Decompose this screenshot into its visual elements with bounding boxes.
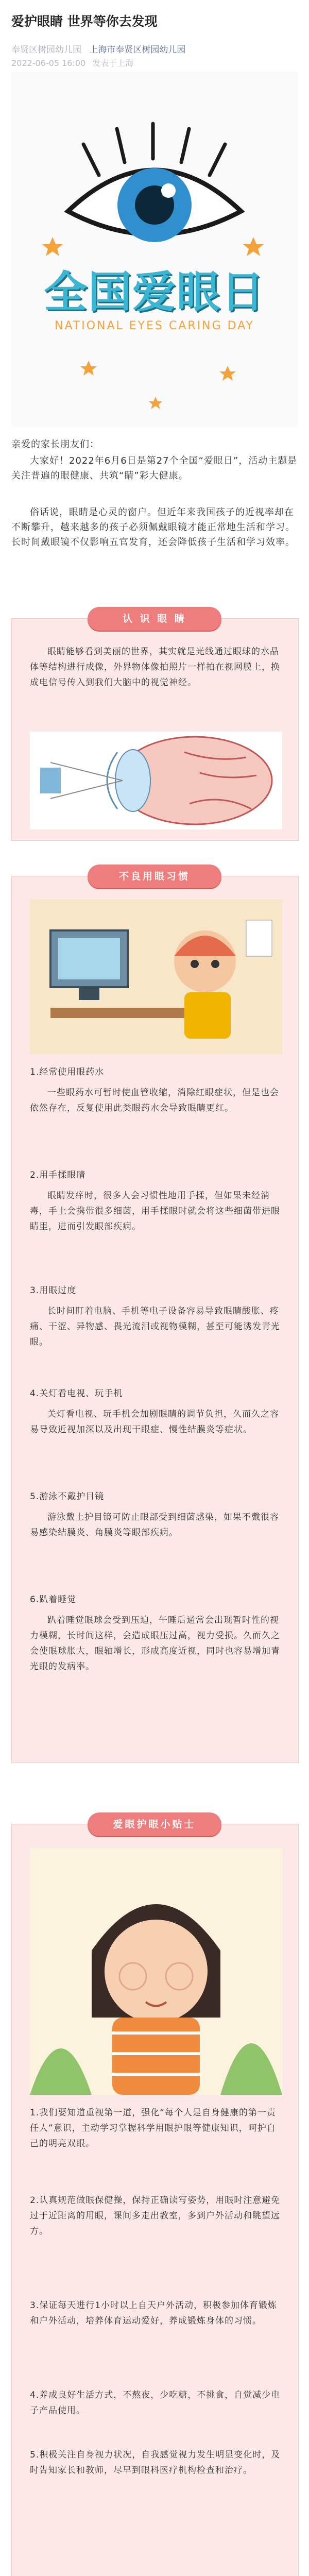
article-date: 2022-06-05 16:00 <box>11 58 86 68</box>
article-location: 发表于上海 <box>92 58 134 68</box>
banner-title: 全国爱眼日 <box>43 267 265 317</box>
child-rubbing-eyes-illustration <box>30 1848 282 2095</box>
bad-habit-2-title: 2.用手揉眼睛 <box>30 1170 86 1180</box>
bad-habit-4-body: 关灯看电视、玩手机会加剧眼睛的调节负担，久而久之容易导致近视加深以及出现干眼症、慢性结膜炎等症状。 <box>30 1409 279 1435</box>
tip-1: 1.我们要知道重视第一道，强化“每个人是自身健康的第一责任人”意识，主动学习掌握科学用眼护眼等健康知识，呵护自己的明亮双眼。 <box>30 2108 277 2149</box>
section-know-eyes-heading: 认 识 眼 睛 <box>88 607 221 631</box>
bad-habit-2-body: 眼睛发痒时，很多人会习惯性地用手揉，但如果未经消毒，手上会携带很多细菌，用手揉眼时就会将这些细菌带进眼睛里，进而引发眼部疾病。 <box>30 1191 280 1232</box>
section-know-eyes-text: 眼睛能够看到美丽的世界，其实就是光线通过眼球的水晶体等结构进行成像，外界物体像拍照片一样拍在视网膜上，换成电信号传入到我们大脑中的视觉神经。 <box>30 647 280 688</box>
bad-habit-6-title: 6.趴着睡觉 <box>30 1595 77 1605</box>
section-bad-habits-heading: 不良用眼习惯 <box>88 865 221 888</box>
article-date-row <box>11 57 138 69</box>
bad-habit-3-body: 长时间盯着电脑、手机等电子设备容易导致眼睛酸胀、疼痛、干涩、异物感、畏光流泪或视物模糊，甚至可能诱发青光眼。 <box>30 1306 280 1347</box>
eye-illustration <box>11 72 298 428</box>
bad-habit-6-body: 趴着睡觉眼球会受到压迫，午睡后通常会出现暂时性的视力模糊，长时间这样，会造成眼压过高，视力受损。久而久之会使眼球胀大，眼轴增长，形成高度近视，同时也容易增加青光眼的发病率。 <box>30 1615 280 1672</box>
banner-image <box>11 72 298 428</box>
intro-greeting: 亲爱的家长朋友们： <box>11 439 99 450</box>
eye-anatomy-diagram <box>30 732 282 829</box>
intro-paragraph-2: 俗话说，眼睛是心灵的窗户。但近年来我国孩子的近视率却在不断攀升，越来越多的孩子必须佩戴眼镜才能正常地生活和学习。长时间戴眼镜不仅影响五官发育，还会降低孩子生活和学习效率。 <box>11 507 295 548</box>
tip-4: 4.养成良好生活方式，不熬夜，少吃糖，不挑食，自觉减少电子产品使用。 <box>30 2390 281 2416</box>
tip-2: 2.认真规范做眼保健操，保持正确读写姿势，用眼时注意避免过于近距离的用眼，课间多走出教室，多到户外活动和眺望远方。 <box>30 2195 281 2236</box>
child-computer-illustration <box>30 900 282 1054</box>
account-link[interactable]: 上海市奉贤区树园幼儿园 <box>89 45 186 55</box>
bad-habit-5-title: 5.游泳不戴护目镜 <box>30 1492 105 1502</box>
intro-paragraph-1: 大家好！2022年6月6日是第27个全国“爱眼日”，活动主题是关注普遍的眼健康、共筑“睛”彩大健康。 <box>11 455 298 481</box>
bad-habit-4-title: 4.关灯看电视、玩手机 <box>30 1388 123 1399</box>
tip-3: 3.保证每天进行1小时以上自天户外活动，积极参加体育锻炼和户外活动，培养体育运动爱好，养成锻炼身体的习惯。 <box>30 2300 278 2326</box>
bad-habit-1-body: 一些眼药水可暂时使血管收缩，消除红眼症状，但是也会依然存在，反复使用此类眼药水会导致眼睛更红。 <box>30 1088 279 1113</box>
banner-subtitle: NATIONAL EYES CARING DAY <box>54 319 254 332</box>
article-title: 爱护眼睛 世界等你去发现 <box>11 14 158 29</box>
article-author: 奉贤区树园幼儿园 <box>11 45 81 55</box>
bad-habit-3-title: 3.用眼过度 <box>30 1285 77 1296</box>
bad-habit-5-body: 游泳戴上护目镜可防止眼部受到细菌感染，如果不戴很容易感染结膜炎、角膜炎等眼部疾病。 <box>30 1512 279 1538</box>
article-meta <box>11 42 185 55</box>
bad-habit-1-title: 1.经常使用眼药水 <box>30 1067 105 1077</box>
tip-5: 5.积极关注自身视力状况，自我感觉视力发生明显变化时，及时告知家长和教师，尽早到眼科医疗机构检查和治疗。 <box>30 2450 281 2476</box>
section-eye-care-tips-heading: 爱眼护眼小贴士 <box>88 1812 221 1836</box>
